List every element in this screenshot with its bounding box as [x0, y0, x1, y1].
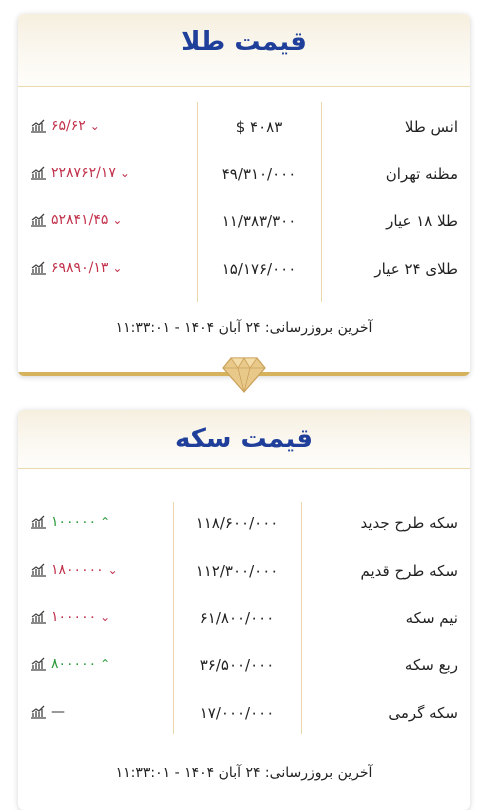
row-change	[30, 118, 100, 134]
gold-price-card	[18, 14, 470, 376]
row-change	[30, 656, 110, 672]
chart-icon[interactable]	[30, 119, 47, 133]
chart-icon[interactable]	[30, 657, 47, 671]
gold-card-header	[18, 14, 470, 87]
change-value: ۱۸۰۰۰۰۰	[51, 562, 104, 578]
row-price: ۳۶/۵۰۰/۰۰۰	[199, 656, 275, 674]
chevron-up-icon: ⌃	[100, 657, 111, 671]
row-change	[30, 562, 118, 578]
row-name: نیم سکه	[405, 609, 458, 627]
diamond-icon	[221, 354, 267, 394]
row-price: ۱۷/۰۰۰/۰۰۰	[199, 704, 275, 722]
table-row[interactable]	[18, 212, 470, 236]
coin-price-card	[18, 410, 470, 810]
row-name: طلای ۲۴ عیار	[374, 260, 458, 278]
table-row[interactable]	[18, 260, 470, 284]
change-value: —	[51, 704, 65, 720]
change-value: ۸۰۰۰۰۰	[51, 656, 97, 672]
row-name: انس طلا	[404, 118, 458, 136]
row-price: $ ۴۰۸۳	[235, 118, 283, 136]
chart-icon[interactable]	[30, 213, 47, 227]
row-price: ۶۱/۸۰۰/۰۰۰	[199, 609, 275, 627]
chart-icon[interactable]	[30, 705, 47, 719]
change-value: ۶۹۸۹۰/۱۳	[51, 260, 109, 276]
table-row[interactable]	[18, 165, 470, 189]
coin-card-header	[18, 410, 470, 469]
chart-icon[interactable]	[30, 563, 47, 577]
chevron-up-icon: ⌃	[100, 515, 111, 529]
chevron-down-icon: ⌄	[107, 563, 118, 577]
chevron-down-icon: ⌄	[112, 261, 123, 275]
coin-card-title: قیمت سکه	[174, 424, 314, 454]
row-name: سکه طرح قدیم	[360, 562, 458, 580]
row-price: ۱۱/۳۸۳/۳۰۰	[221, 212, 297, 230]
row-price: ۱۵/۱۷۶/۰۰۰	[221, 260, 297, 278]
table-row[interactable]	[18, 609, 470, 633]
table-row[interactable]	[18, 704, 470, 728]
row-name: طلا ۱۸ عیار	[386, 212, 458, 230]
change-value: ۶۵/۶۲	[51, 118, 86, 134]
table-row[interactable]	[18, 562, 470, 586]
chart-icon[interactable]	[30, 515, 47, 529]
change-value: ۱۰۰۰۰۰	[51, 514, 97, 530]
table-row[interactable]	[18, 656, 470, 680]
last-update-text: آخرین بروزرسانی: ۲۴ آبان ۱۴۰۴ - ۱۱:۳۳:۰۱	[115, 765, 373, 781]
row-name: سکه گرمی	[388, 704, 458, 722]
chevron-down-icon: ⌄	[89, 119, 100, 133]
table-row[interactable]	[18, 118, 470, 142]
row-change	[30, 514, 110, 530]
row-price: ۱۱۸/۶۰۰/۰۰۰	[195, 514, 279, 532]
chevron-down-icon: ⌄	[119, 166, 130, 180]
row-name: مظنه تهران	[385, 165, 458, 183]
chart-icon[interactable]	[30, 261, 47, 275]
row-name: سکه طرح جدید	[360, 514, 458, 532]
row-change	[30, 704, 65, 720]
last-update-text: آخرین بروزرسانی: ۲۴ آبان ۱۴۰۴ - ۱۱:۳۳:۰۱	[115, 320, 373, 336]
row-change	[30, 212, 122, 228]
chart-icon[interactable]	[30, 610, 47, 624]
row-change	[30, 609, 110, 625]
chevron-down-icon: ⌄	[112, 213, 123, 227]
row-change	[30, 165, 130, 181]
change-value: ۵۲۸۴۱/۴۵	[51, 212, 109, 228]
change-value: ۲۲۸۷۶۲/۱۷	[51, 165, 116, 181]
row-price: ۱۱۲/۳۰۰/۰۰۰	[195, 562, 279, 580]
row-change	[30, 260, 122, 276]
change-value: ۱۰۰۰۰۰	[51, 609, 97, 625]
table-row[interactable]	[18, 514, 470, 538]
chart-icon[interactable]	[30, 166, 47, 180]
row-name: ربع سکه	[404, 656, 458, 674]
chevron-down-icon: ⌄	[100, 610, 111, 624]
gold-card-title: قیمت طلا	[181, 27, 307, 57]
row-price: ۴۹/۳۱۰/۰۰۰	[221, 165, 297, 183]
